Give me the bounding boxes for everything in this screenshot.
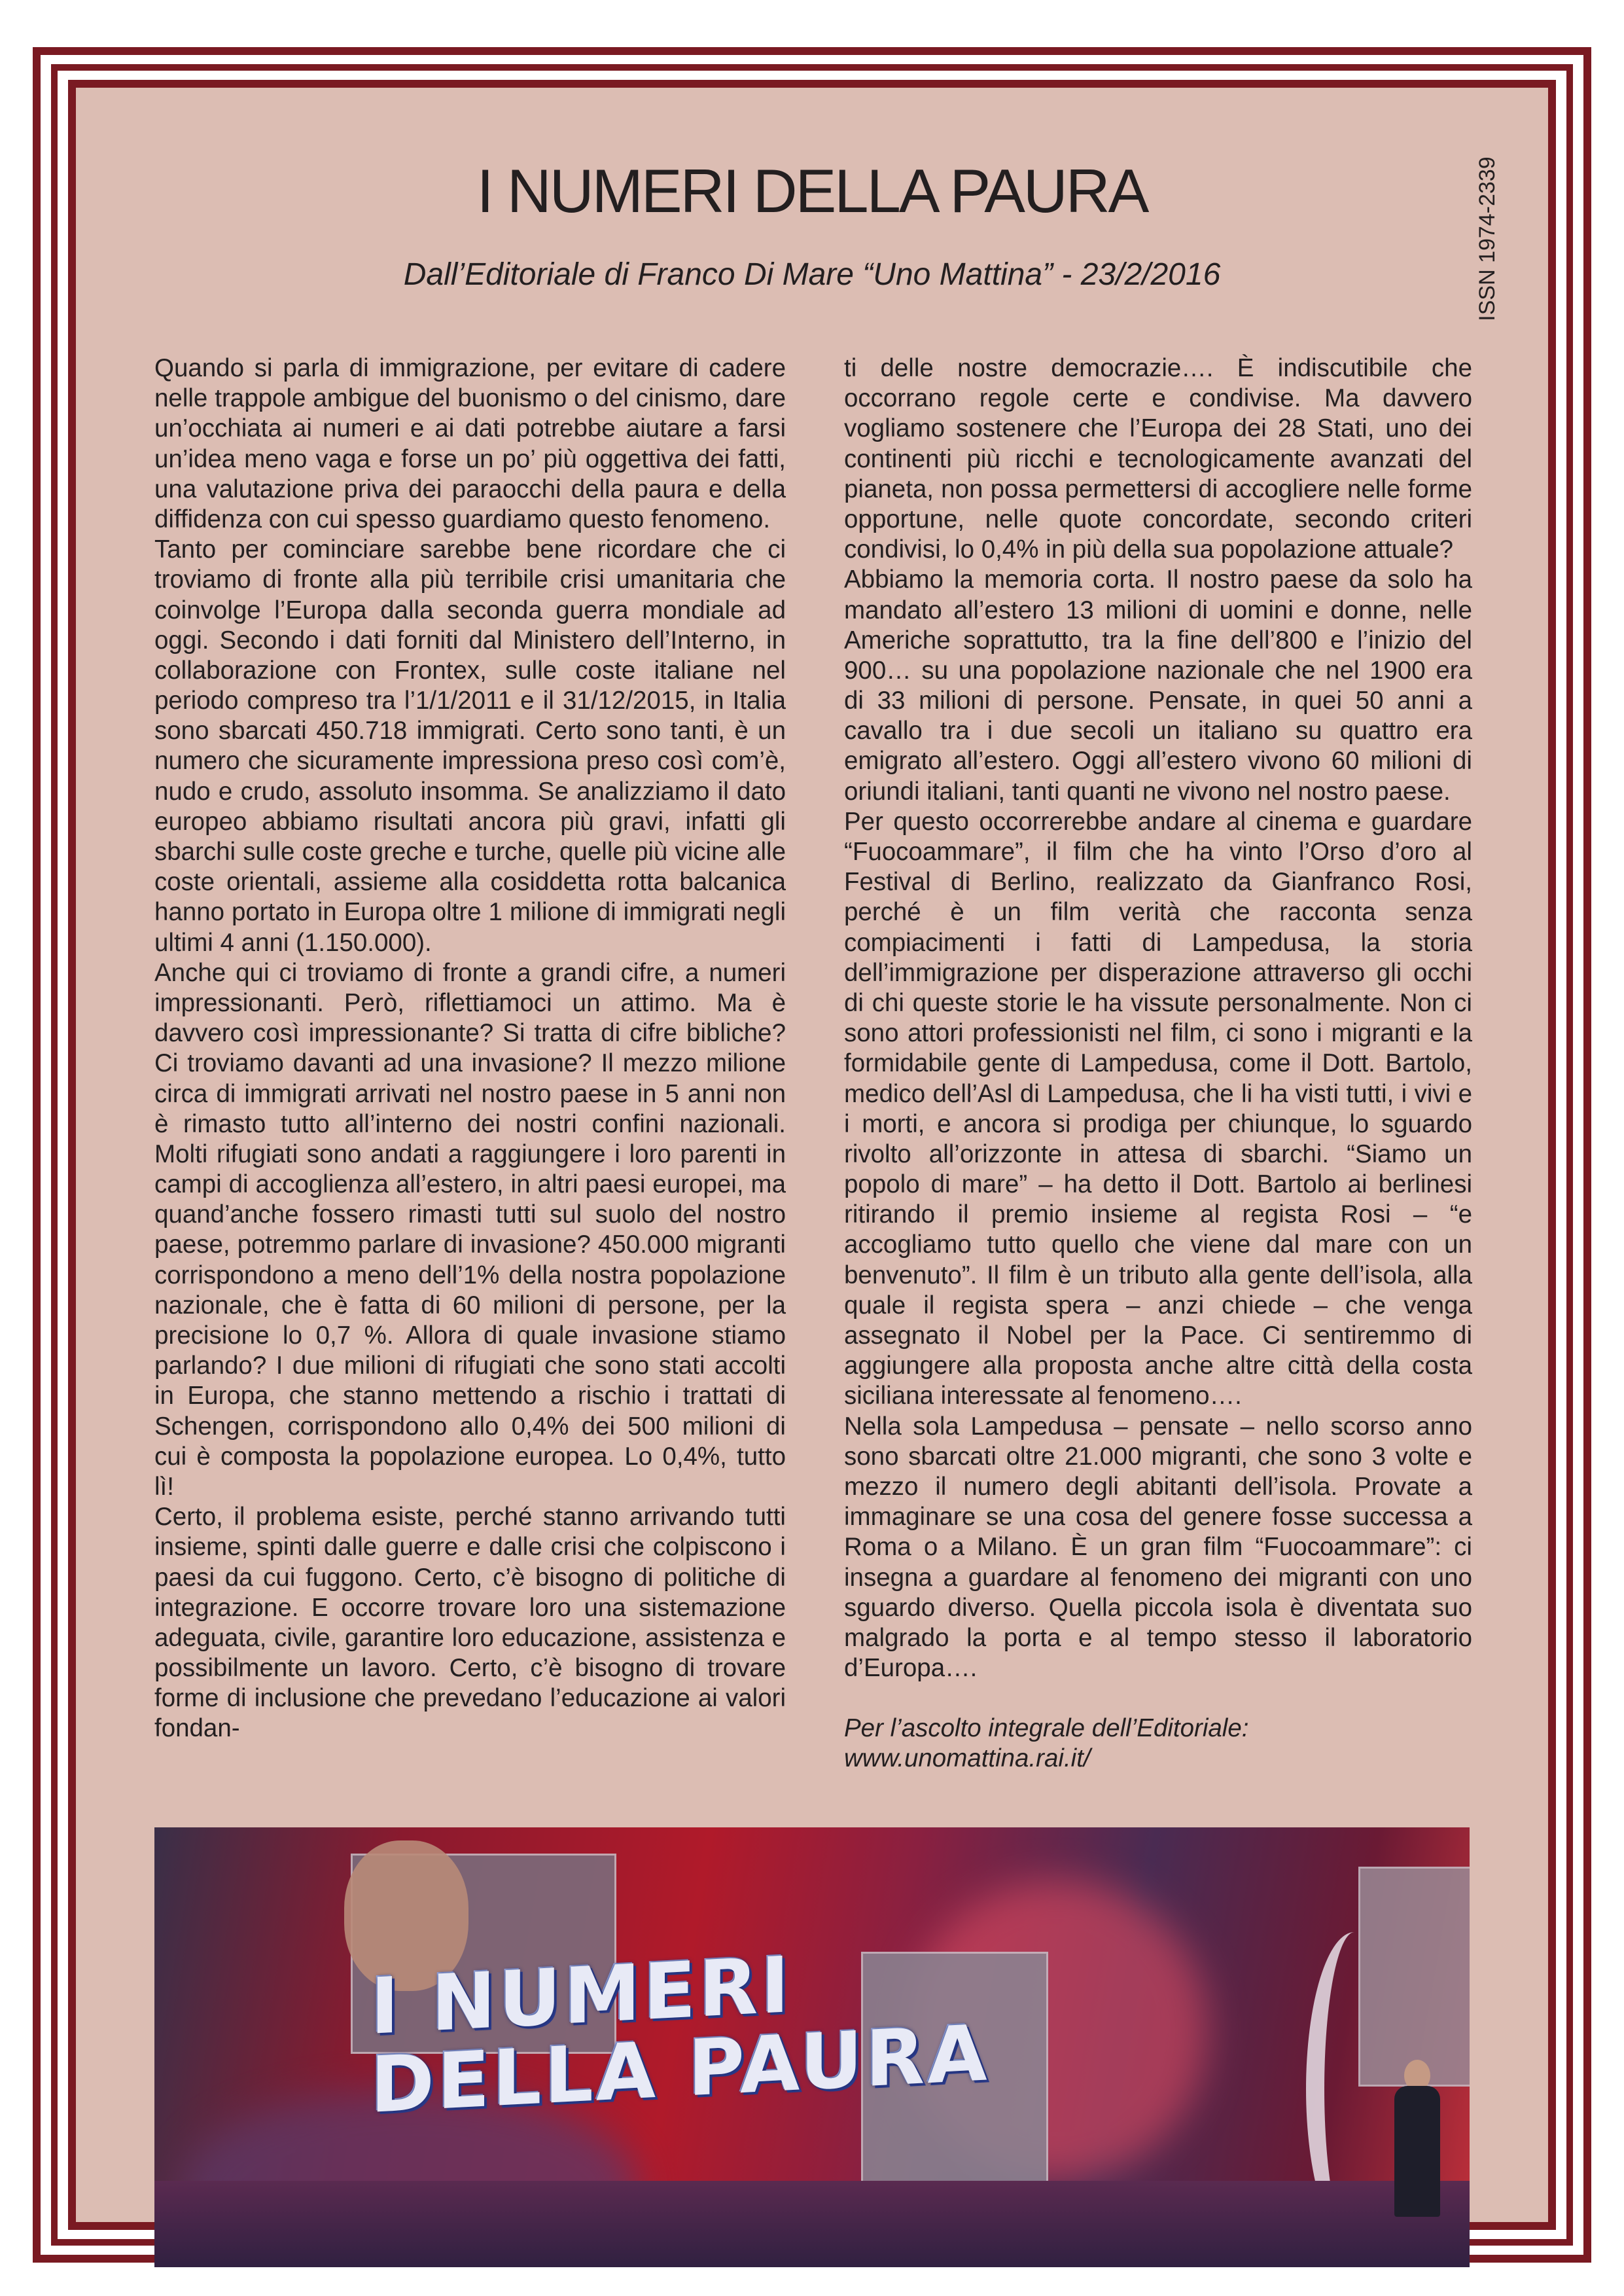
paragraph: Nella sola Lampedusa – pensate – nello scorso anno sono sbarcati oltre 21.000 migranti, che sono 3 volte e mezzo il numero degli abitanti dell’isola. Provate a immaginare se una cosa del genere fosse successa a Roma o a Milano. È un gran film “Fuocoammare”: ci insegna a guardare al fenomeno dei migranti con uno sguardo diverso. Quella piccola isola è diventata suo malgrado la porta e al tempo stesso il laboratorio d’Europa…. xyxy=(844,1412,1472,1683)
paragraph: Tanto per cominciare sarebbe bene ricordare che ci troviamo di fronte alla più terribile crisi umanitaria che coinvolge l’Europa dalla seconda guerra mondiale ad oggi. Secondo i dati forniti dal Ministero dell’Interno, in collaborazione con Frontex, sulle coste italiane nel periodo compreso tra l’1/1/2011 e il 31/12/2015, in Italia sono sbarcati 450.718 immigrati. Certo sono tanti, è un numero che sicuramente impressiona preso così com’è, nudo e crudo, assoluto insomma. Se analizziamo il dato europeo abbiamo risultati ancora più gravi, infatti gli sbarchi sulle coste greche e turche, quelle più vicine alle coste orientali, assieme alla cosiddetta rotta balcanica hanno portato in Europa oltre 1 milione di immigrati negli ultimi 4 anni (1.150.000). xyxy=(154,535,786,957)
issn-label: ISSN 1974-2339 xyxy=(1475,156,1500,321)
paragraph: Abbiamo la memoria corta. Il nostro paese da solo ha mandato all’estero 13 milioni di uomini e donne, nelle Americhe soprattutto, tra la fine dell’800 e l’inizio del 900… su una popolazione nazionale che nel 1900 era di 33 milioni di persone. Pensate, in quei 50 anni a cavallo tra i due secoli un italiano su quattro era emigrato all’estero. Oggi all’estero vivono 60 milioni di oriundi italiani, tanti quanti ne vivono nel nostro paese. xyxy=(844,565,1472,806)
credit-text: Per l’ascolto integrale dell’Editoriale: xyxy=(844,1714,1249,1743)
article-column-left xyxy=(154,353,786,1744)
presenter-figure xyxy=(1394,2086,1440,2217)
article-column-right xyxy=(844,353,1472,1774)
tv-studio-photo xyxy=(154,1827,1470,2267)
photo-overlay-title: I NUMERI DELLA PAURA xyxy=(370,1939,990,2131)
paragraph: ti delle nostre democrazie…. È indiscutibile che occorrano regole certe e condivise. Ma davvero vogliamo sostenere che l’Europa dei 28 Stati, uno dei continenti più ricchi e tecnologicamente avanzati del pianeta, non possa permettersi di accogliere nelle forme opportune, nelle quote concordate, secondo criteri condivisi, lo 0,4% in più della sua popolazione attuale? xyxy=(844,354,1472,564)
paragraph: Certo, il problema esiste, perché stanno arrivando tutti insieme, spinti dalle guerre e dalle crisi che colpiscono i paesi da cui fuggono. Certo, c’è bisogno di politiche di integrazione. E occorre trovare loro una sistemazione adeguata, civile, garantire loro educazione, assistenza e possibilmente un lavoro. Certo, c’è bisogno di trovare forme di inclusione che prevedano l’educazione ai valori fondan- xyxy=(154,1503,786,1743)
source-link[interactable]: www.unomattina.rai.it/ xyxy=(844,1744,1091,1773)
paragraph: Anche qui ci troviamo di fronte a grandi cifre, a numeri impressionanti. Però, riflettiamoci un attimo. Ma è davvero così impressionante? Si tratta di cifre bibliche? Ci troviamo davanti ad una invasione? Il mezzo milione circa di immigrati arrivati nel nostro paese in 5 anni non è rimasto tutto all’interno dei nostri confini nazionali. Molti rifugiati sono andati a raggiungere i loro parenti in campi di accoglienza all’estero, in altri paesi europei, ma quand’anche fossero rimasti tutti sul suolo del nostro paese, potremmo parlare di invasione? 450.000 migranti corrispondono a meno dell’1% della nostra popolazione nazionale, che è fatta di 60 milioni di persone, per la precisione lo 0,7 %. Allora di quale invasione stiamo parlando? I due milioni di rifugiati che sono stati accolti in Europa, che stanno mettendo a rischio i trattati di Schengen, corrispondono allo 0,4% dei 500 milioni di cui è composta la popolazione europea. Lo 0,4%, tutto lì! xyxy=(154,958,786,1501)
spacer xyxy=(844,1683,1472,1713)
page-title: I NUMERI DELLA PAURA xyxy=(476,156,1148,225)
page-subtitle: Dall’Editoriale di Franco Di Mare “Uno Mattina” - 23/2/2016 xyxy=(403,257,1221,292)
studio-floor xyxy=(154,2181,1470,2267)
paragraph: Quando si parla di immigrazione, per evitare di cadere nelle trappole ambigue del buonismo o del cinismo, dare un’occhiata ai numeri e ai dati potrebbe aiutare a farsi un’idea meno vaga e forse un po’ più oggettiva dei fatti, una valutazione priva dei paraocchi della paura e della diffidenza con cui spesso guardiamo questo fenomeno. xyxy=(154,354,786,533)
paragraph: Per questo occorrerebbe andare al cinema e guardare “Fuocoammare”, il film che ha vinto l’Orso d’oro al Festival di Berlino, realizzato da Gianfranco Rosi, perché è un film verità che racconta senza compiacimenti i fatti di Lampedusa, la storia dell’immigrazione per disperazione attraverso gli occhi di chi queste storie le ha vissute personalmente. Non ci sono attori professionisti nel film, ci sono i migranti e la formidabile gente di Lampedusa, come il Dott. Bartolo, medico dell’Asl di Lampedusa, che li ha visti tutti, i vivi e i morti, e ancora si prodiga per chiunque, lo sguardo rivolto all’orizzonte in attesa di sbarchi. “Siamo un popolo di mare” – ha detto il Dott. Bartolo ai berlinesi ritirando il premio insieme al regista Rosi – “e accogliamo tutto quello che viene dal mare con un benvenuto”. Il film è un tributo alla gente dell’isola, alla quale il regista spera – anzi chiede – che venga assegnato il Nobel per la Pace. Ci sentiremmo di aggiungere alla proposta anche altre città della costa siciliana interessate al fenomeno…. xyxy=(844,807,1472,1410)
